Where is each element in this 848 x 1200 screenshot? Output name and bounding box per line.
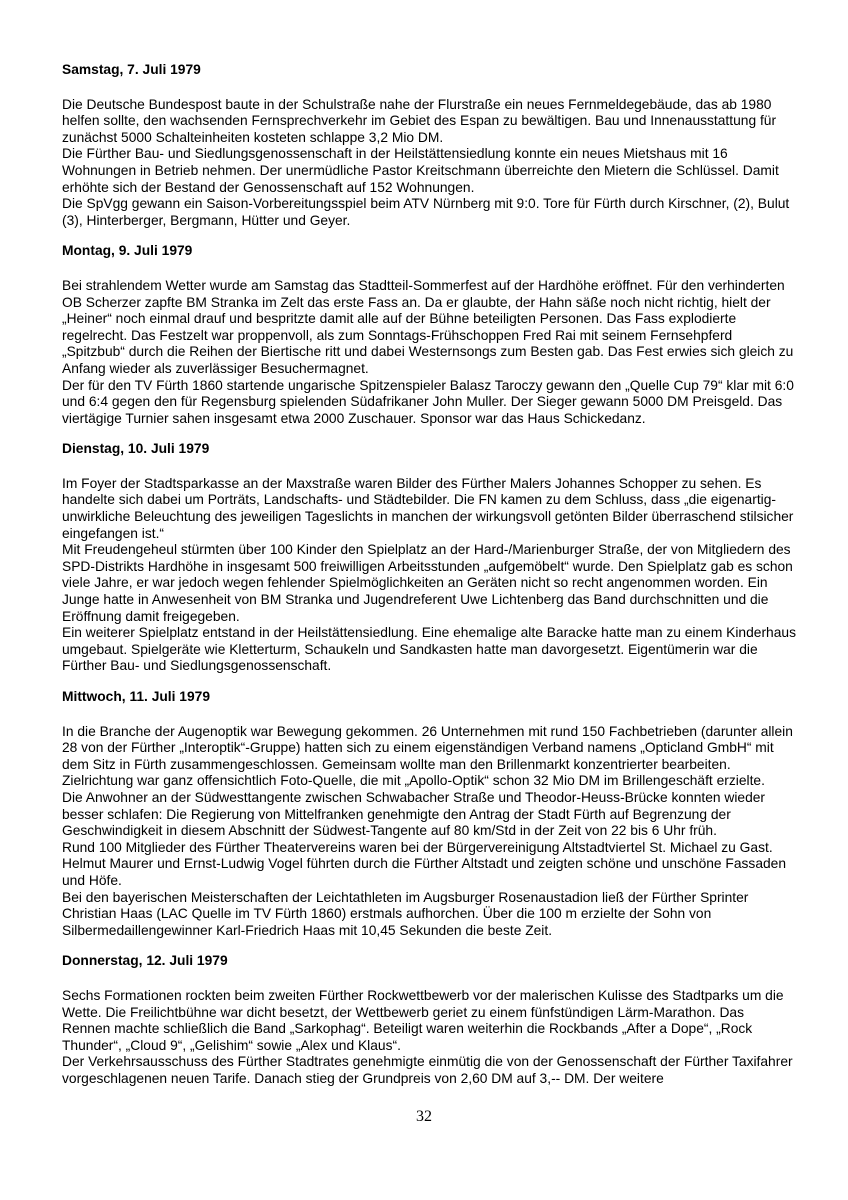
chronicle-text — [62, 62, 796, 1087]
paragraph: Die SpVgg gewann ein Saison-Vorbereitungsspiel beim ATV Nürnberg mit 9:0. Tore für Fürth durch Kirschner, (2), Bulut (3), Hinterberger, Bergmann, Hütter und Geyer. — [62, 196, 790, 228]
paragraph: Der Verkehrsausschuss des Fürther Stadtrates genehmigte einmütig die von der Genossenschaft der Fürther Taxifahrer vorgeschlagenen neuen Tarife. Danach stieg der Grundpreis von 2,60 DM auf 3,-- DM. Der weitere — [62, 1054, 793, 1086]
paragraph: In die Branche der Augenoptik war Bewegung gekommen. 26 Unternehmen mit rund 150 Fachbetrieben (darunter allein 28 von der Fürther „Interoptik“-Gruppe) hatten sich zu einem eigenständigen Verband namens „Opticland GmbH“ mit dem Sitz in Fürth zusammengeschlossen. Gemeinsam wollte man den Brillenmarkt konzentrierter bearbeiten. Zielrichtung war ganz offensichtlich Foto-Quelle, die mit „Apollo-Optik“ schon 32 Mio DM im Brillengeschäft erzielte. — [62, 723, 793, 789]
day-heading: Montag, 9. Juli 1979 — [62, 243, 193, 259]
day-heading: Mittwoch, 11. Juli 1979 — [62, 689, 210, 704]
paragraph: Bei strahlendem Wetter wurde am Samstag das Stadtteil-Sommerfest auf der Hardhöhe eröffnet. Für den verhinderten OB Scherzer zapfte BM Stranka im Zelt das erste Fass an. Da er glaubte, der Hahn säße noch nicht richtig, hielt der „Heiner“ noch einmal drauf und bespritzte damit alle auf der Bühne beteiligten Personen. Das Fass explodierte regelrecht. Das Festzelt war proppenvoll, als zum Sonntags-Frühschoppen Fred Rai mit seinem Fernsehpferd „Spitzbub“ durch die Reihen der Biertische ritt und dabei Westernsongs zum Besten gab. Das Fest erwies sich gleich zu Anfang wieder als zuverlässiger Besuchermagnet. — [62, 277, 794, 376]
page-number: 32 — [416, 1108, 432, 1125]
paragraph: Die Anwohner an der Südwesttangente zwischen Schwabacher Straße und Theodor-Heuss-Brücke konnten wieder besser schlafen: Die Regierung von Mittelfranken genehmigte den Antrag der Stadt Fürth auf Begrenzung der Geschwindigkeit in diesem Abschnitt der Südwest-Tangente auf 80 km/Std in der Zeit von 22 bis 6 Uhr früh. — [62, 789, 766, 839]
paragraph: Bei den bayerischen Meisterschaften der Leichtathleten im Augsburger Rosenaustadion ließ der Fürther Sprinter Christian Haas (LAC Quelle im TV Fürth 1860) erstmals aufhorchen. Über die 100 m erzielte der Sohn von Silbermedaillengewinner Karl-Friedrich Haas mit 10,45 Sekunden die beste Zeit. — [62, 889, 749, 938]
day-heading: Dienstag, 10. Juli 1979 — [62, 441, 210, 457]
paragraph: Ein weiterer Spielplatz entstand in der Heilstättensiedlung. Eine ehemalige alte Baracke hatte man zu einem Kinderhaus umgebaut. Spielgeräte wie Kletterturm, Schaukeln und Sandkasten hatte man davorgesetzt. Eigentümerin war die Fürther Bau- und Siedlungsgenossenschaft. — [62, 625, 796, 674]
paragraph: Rund 100 Mitglieder des Fürther Theatervereins waren bei der Bürgervereinigung Altstadtviertel St. Michael zu Gast. Helmut Maurer und Ernst-Ludwig Vogel führten durch die Fürther Altstadt und zeigten schöne und unschöne Fassaden und Höfe. — [62, 839, 787, 888]
paragraph: Im Foyer der Stadtsparkasse an der Maxstraße waren Bilder des Fürther Malers Johannes Schopper zu sehen. Es handelte sich dabei um Porträts, Landschafts- und Städtebilder. Die FN kamen zu dem Schluss, dass „die eigenartig-unwirkliche Beleuchtung des jeweiligen Tageslichts in manchen der wirkungsvoll getönten Bilder überraschend stilsicher eingefangen ist.“ — [62, 475, 794, 541]
day-heading: Donnerstag, 12. Juli 1979 — [62, 953, 228, 969]
paragraph: Die Fürther Bau- und Siedlungsgenossenschaft in der Heilstättensiedlung konnte ein neues Mietshaus mit 16 Wohnungen in Betrieb nehmen. Der unermüdliche Pastor Kreitschmann überreichte den Mietern die Schlüssel. Damit erhöhte sich der Bestand der Genossenschaft auf 152 Wohnungen. — [62, 146, 779, 195]
paragraph: Der für den TV Fürth 1860 startende ungarische Spitzenspieler Balasz Taroczy gewann den „Quelle Cup 79“ klar mit 6:0 und 6:4 gegen den für Regensburg spielenden Südafrikaner John Muller. Der Sieger gewann 5000 DM Preisgeld. Das viertägige Turnier sahen insgesamt etwa 2000 Zuschauer. Sponsor war das Haus Schickedanz. — [62, 377, 794, 426]
paragraph: Die Deutsche Bundespost baute in der Schulstraße nahe der Flurstraße ein neues Fernmeldegebäude, das ab 1980 helfen sollte, den wachsenden Fernsprechverkehr im Gebiet des Espan zu bewältigen. Bau und Innenausstattung für zunächst 5000 Schalteinheiten kosteten schlappe 3,2 Mio DM. — [62, 96, 777, 145]
paragraph: Sechs Formationen rockten beim zweiten Fürther Rockwettbewerb vor der malerischen Kulisse des Stadtparks um die Wette. Die Freilichtbühne war dicht besetzt, der Wettbewerb geriet zu einem fünfstündigen Lärm-Marathon. Das Rennen machte schließlich die Band „Sarkophag“. Beteiligt waren weiterhin die Rockbands „After a Dope“, „Rock Thunder“, „Cloud 9“, „Gelishim“ sowie „Alex und Klaus“. — [62, 987, 784, 1053]
day-heading: Samstag, 7. Juli 1979 — [62, 62, 201, 77]
paragraph: Mit Freudengeheul stürmten über 100 Kinder den Spielplatz an der Hard-/Marienburger Straße, der von Mitgliedern des SPD-Distrikts Hardhöhe in insgesamt 500 freiwilligen Arbeitsstunden „aufgemöbelt“ wurde. Den Spielplatz gab es schon viele Jahre, er war jedoch wegen fehlender Spielmöglichkeiten an Geräten nicht so recht angenommen worden. Ein Junge hatte in Anwesenheit von BM Stranka und Jugendreferent Uwe Lichtenberg das Band durchschnitten und die Eröffnung damit freigegeben. — [62, 542, 793, 624]
